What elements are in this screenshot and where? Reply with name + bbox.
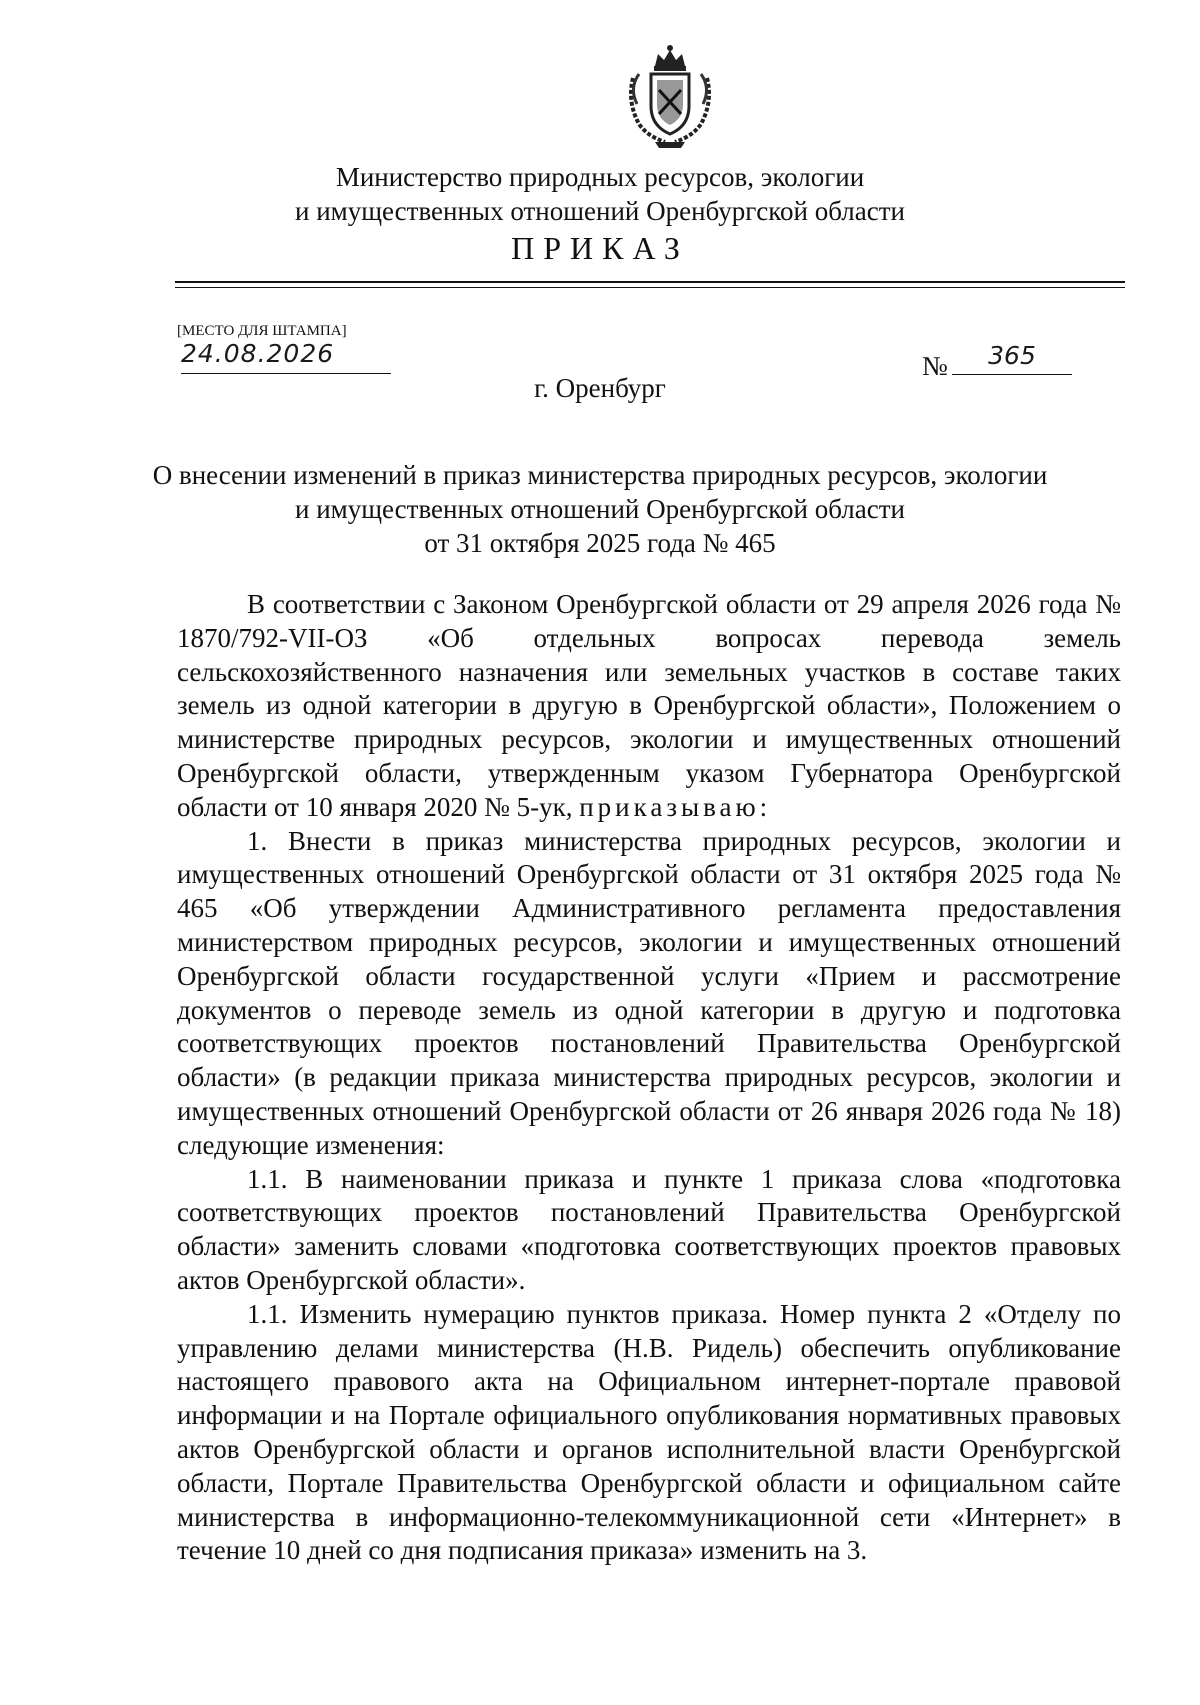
ministry-name-line2: и имущественных отношений Оренбургской области: [295, 196, 905, 226]
order-title-line1: О внесении изменений в приказ министерства природных ресурсов, экологии: [152, 460, 1048, 490]
order-title-line3: от 31 октября 2025 года № 465: [424, 528, 776, 558]
order-word: приказываю:: [579, 791, 772, 822]
order-title: [150, 458, 1050, 560]
document-type-heading: ПРИКАЗ: [511, 230, 689, 266]
handwritten-order-number: 365: [952, 341, 1072, 375]
order-body: [177, 588, 1121, 1568]
header-divider-thin: [175, 287, 1125, 288]
ministry-name-line1: Министерство природных ресурсов, экологии: [335, 162, 865, 192]
stamp-placeholder: [МЕСТО ДЛЯ ШТАМПА]: [177, 323, 347, 339]
clause-1-1-second-paragraph: 1.1. Изменить нумерацию пунктов приказа. Номер пункта 2 «Отделу по управлению делами министерства (Н.В. Ридель) обеспечить опубликование настоящего правового акта на Официальном интернет-портале правовой информации и на Портале официального опубликования нормативных правовых актов Оренбургской области и органов исполнительной власти Оренбургской области, Портале Правительства Оренбургской области и официальном сайте министерства в информационно-телекоммуникационной сети «Интернет» в течение 10 дней со дня подписания приказа» изменить на 3.: [177, 1298, 1121, 1566]
order-title-line2: и имущественных отношений Оренбургской области: [295, 494, 905, 524]
clause-1-1-paragraph: 1.1. В наименовании приказа и пункте 1 приказа слова «подготовка соответствующих проектов постановлений Правительства Оренбургской области» заменить словами «подготовка соответствующих проектов правовых актов Оренбургской области».: [177, 1163, 1121, 1295]
clause-1-paragraph: 1. Внести в приказ министерства природных ресурсов, экологии и имущественных отношений Оренбургской области от 31 октября 2025 года № 465 «Об утверждении Административного регламента предоставления министерством природных ресурсов, экологии и имущественных отношений Оренбургской области государственной услуги «Прием и рассмотрение документов о переводе земель из одной категории в другую и подготовка соответствующих проектов постановлений Правительства Оренбургской области» (в редакции приказа министерства природных ресурсов, экологии и имущественных отношений Оренбургской области от 26 января 2026 года № 18) следующие изменения:: [177, 825, 1121, 1160]
preamble-paragraph: [177, 588, 1121, 825]
header-divider-thick: [175, 281, 1125, 283]
city-label: г. Оренбург: [534, 373, 666, 403]
handwritten-date: 24.08.2026: [181, 339, 391, 374]
coat-of-arms-emblem: [625, 44, 715, 150]
number-sign: №: [922, 351, 948, 381]
preamble-text: В соответствии с Законом Оренбургской области от 29 апреля 2026 года № 1870/792-VII-ОЗ «Об отдельных вопросах перевода земель сельскохозяйственного назначения или земельных участков в составе таких земель из одной категории в другую в Оренбургской области», Положением о министерстве природных ресурсов, экологии и имущественных отношений Оренбургской области, утвержденным указом Губернатора Оренбургской области от 10 января 2020 № 5-ук,: [177, 589, 1121, 822]
